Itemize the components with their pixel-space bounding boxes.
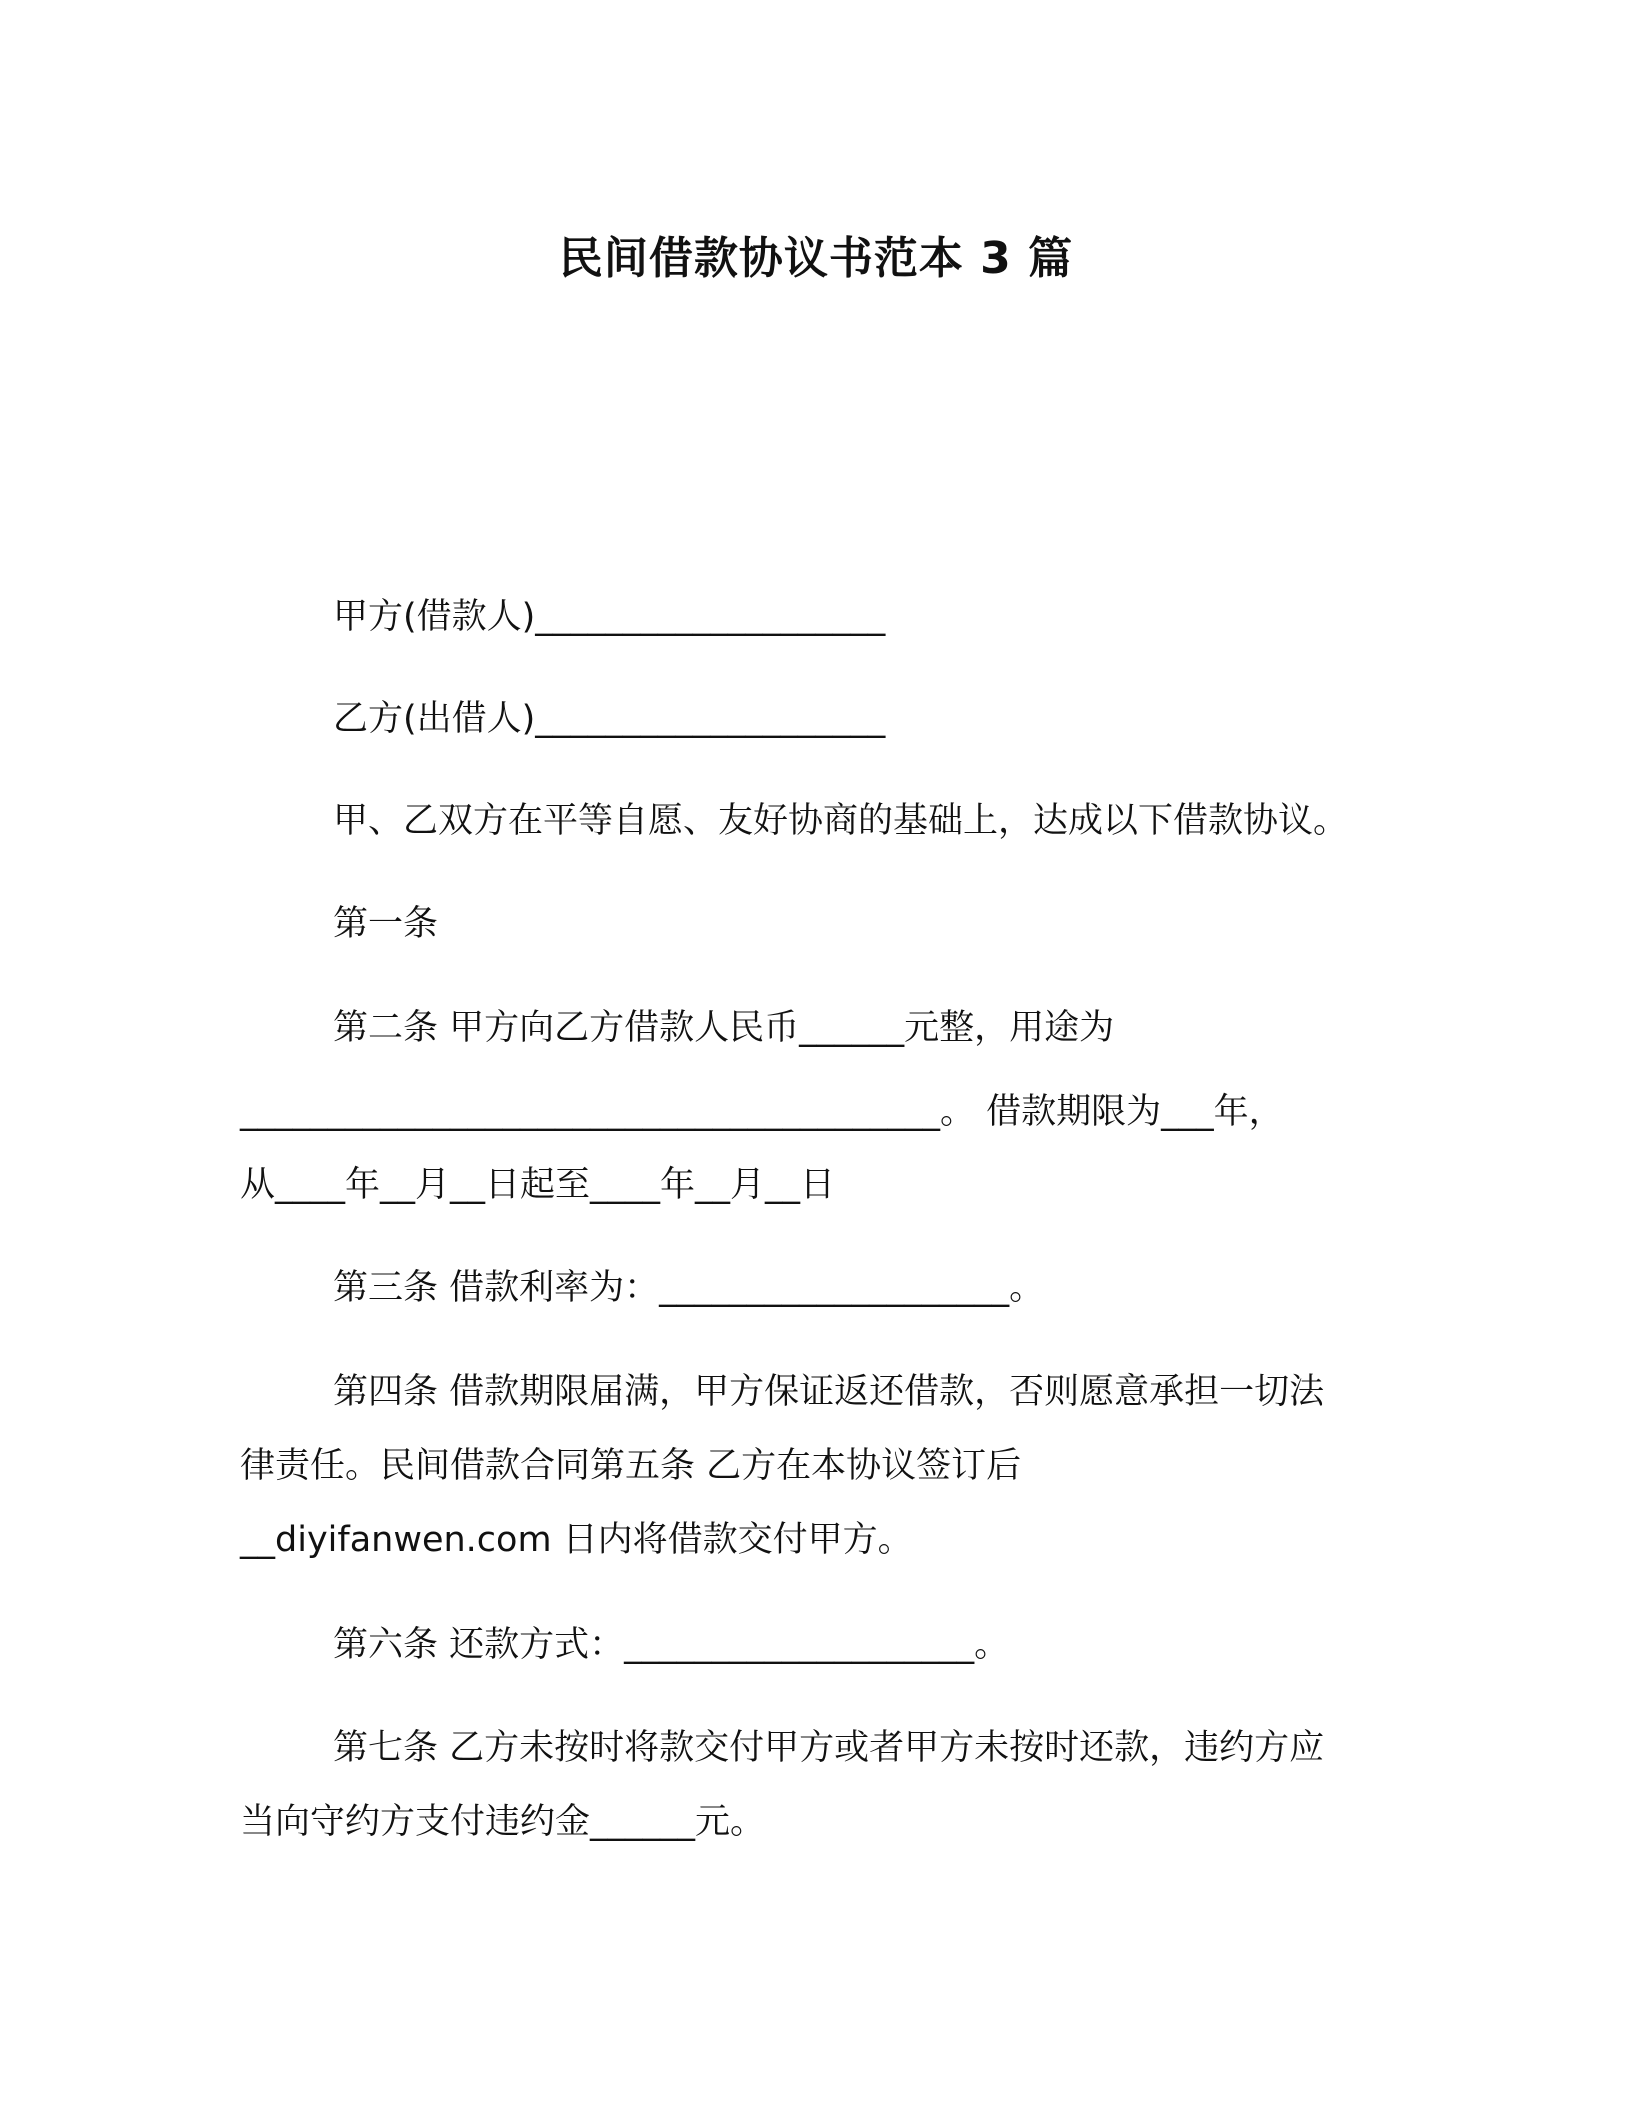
party-a-line: 甲方(借款人)____________________ bbox=[333, 597, 886, 637]
article-4-line-2: 律责任。民间借款合同第五条 乙方在本协议签订后 bbox=[240, 1446, 1022, 1486]
article-7-line-1: 第七条 乙方未按时将款交付甲方或者甲方未按时还款，违约方应 bbox=[333, 1728, 1325, 1768]
article-2-line-2: ________________________________________。 借款期限为___年， bbox=[240, 1092, 1284, 1132]
document-title: 民间借款协议书范本 3 篇 bbox=[558, 233, 1074, 284]
article-2-line-3: 从____年__月__日起至____年__月__日 bbox=[240, 1165, 836, 1205]
article-7-line-2: 当向守约方支付违约金______元。 bbox=[240, 1802, 766, 1842]
article-3: 第三条 借款利率为：____________________。 bbox=[333, 1268, 1045, 1308]
article-5-line: __diyifanwen.com 日内将借款交付甲方。 bbox=[240, 1520, 913, 1560]
party-b-line: 乙方(出借人)____________________ bbox=[333, 699, 886, 739]
agreement-intro: 甲、乙双方在平等自愿、友好协商的基础上，达成以下借款协议。 bbox=[333, 801, 1349, 841]
article-1: 第一条 bbox=[333, 904, 439, 944]
article-6: 第六条 还款方式：____________________。 bbox=[333, 1625, 1010, 1665]
article-4-line-1: 第四条 借款期限届满，甲方保证返还借款，否则愿意承担一切法 bbox=[333, 1372, 1325, 1412]
article-2-line-1: 第二条 甲方向乙方借款人民币______元整，用途为 bbox=[333, 1008, 1115, 1048]
